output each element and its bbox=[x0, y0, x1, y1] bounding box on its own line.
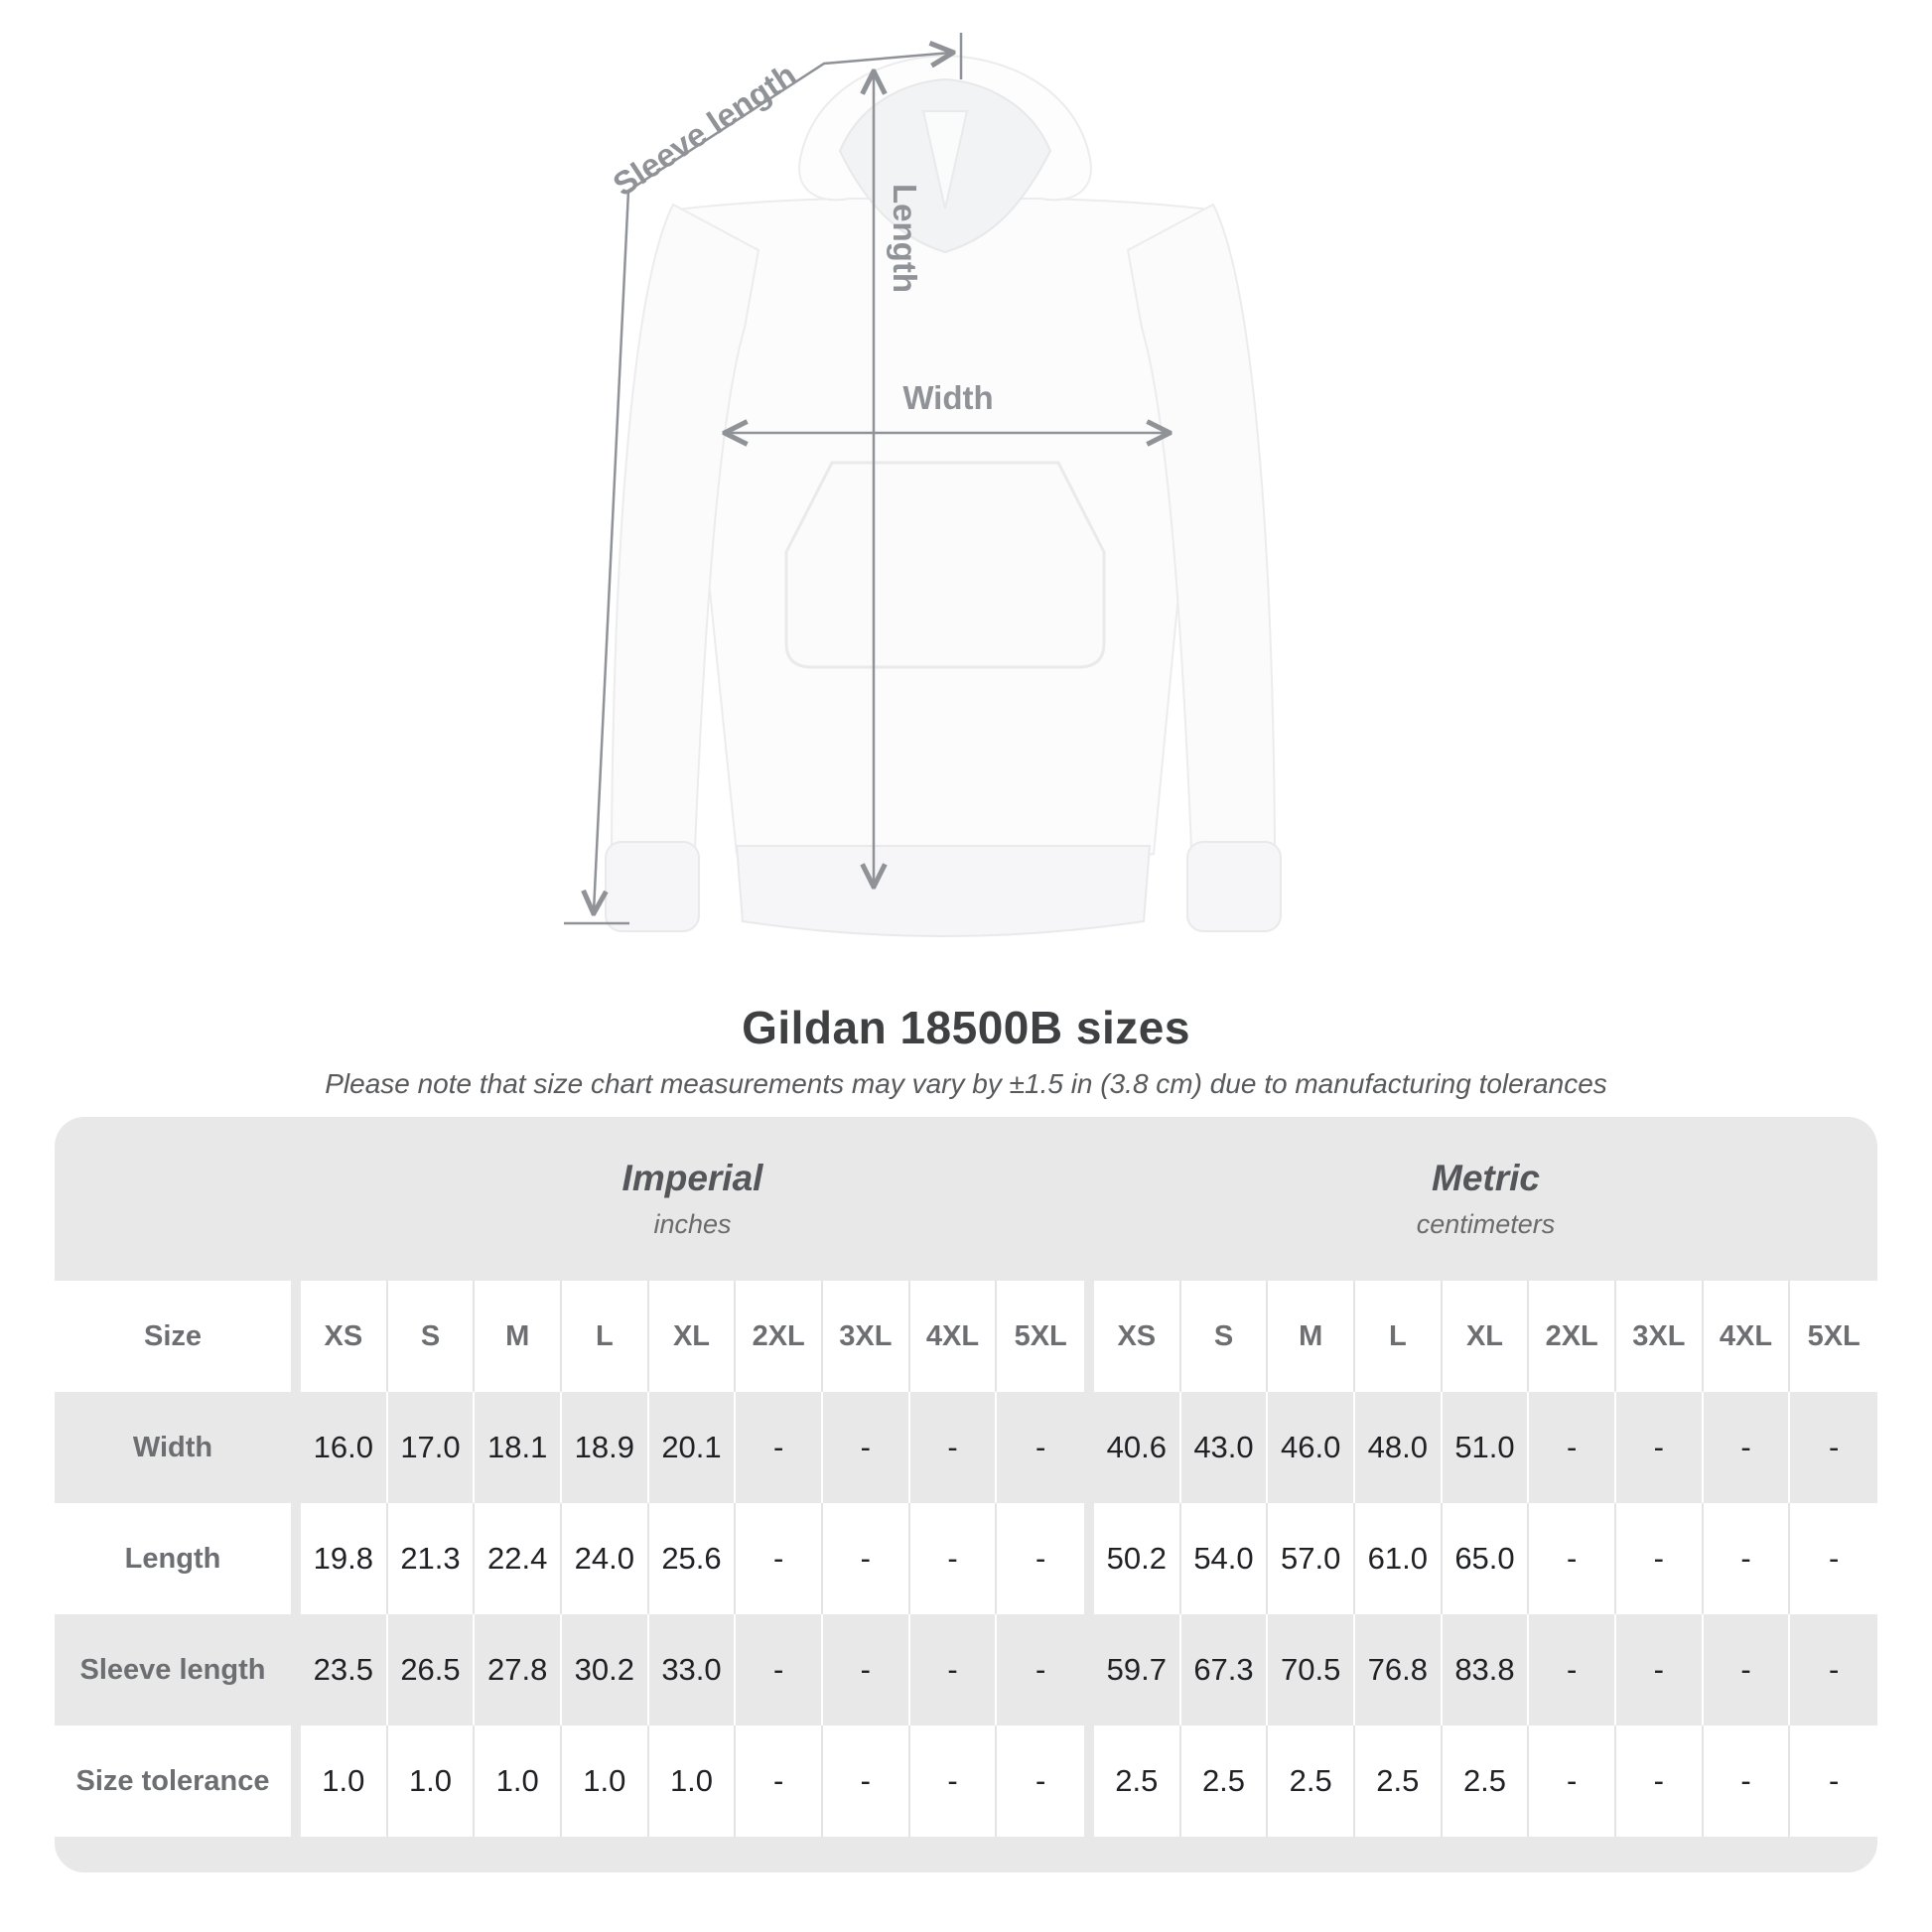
tolerance-note: Please note that size chart measurements may vary by ±1.5 in (3.8 cm) due to manufacturing tolerances bbox=[325, 1068, 1607, 1099]
size-value-cell: - bbox=[910, 1614, 998, 1725]
width-label: Width bbox=[902, 379, 994, 416]
size-column-header: 3XL bbox=[823, 1281, 910, 1392]
imperial-header bbox=[301, 1117, 1084, 1281]
section-separator bbox=[291, 1614, 301, 1725]
metric-label: Metric bbox=[1432, 1158, 1540, 1198]
size-column-header: 2XL bbox=[736, 1281, 823, 1392]
size-value-cell: - bbox=[910, 1725, 998, 1837]
size-value-cell: 17.0 bbox=[388, 1392, 476, 1503]
page-title: Gildan 18500B sizes bbox=[742, 1002, 1190, 1053]
size-value-cell: 54.0 bbox=[1181, 1503, 1269, 1614]
size-value-cell: - bbox=[1529, 1725, 1616, 1837]
size-value-cell: 24.0 bbox=[562, 1503, 649, 1614]
size-value-cell: 76.8 bbox=[1355, 1614, 1443, 1725]
size-column-header: XL bbox=[649, 1281, 737, 1392]
size-value-cell: 21.3 bbox=[388, 1503, 476, 1614]
size-value-cell: 1.0 bbox=[388, 1725, 476, 1837]
section-separator bbox=[1084, 1725, 1094, 1837]
size-value-cell: 65.0 bbox=[1443, 1503, 1530, 1614]
size-value-cell: 23.5 bbox=[301, 1614, 388, 1725]
size-value-cell: 30.2 bbox=[562, 1614, 649, 1725]
size-value-cell: 1.0 bbox=[649, 1725, 737, 1837]
size-value-cell: 33.0 bbox=[649, 1614, 737, 1725]
table-row bbox=[55, 1614, 1877, 1725]
size-column-header: 2XL bbox=[1529, 1281, 1616, 1392]
length-label: Length bbox=[887, 184, 923, 293]
table-row bbox=[55, 1725, 1877, 1837]
size-value-cell: - bbox=[1790, 1614, 1877, 1725]
size-value-cell: - bbox=[823, 1725, 910, 1837]
row-label: Length bbox=[55, 1503, 291, 1614]
imperial-unit: inches bbox=[653, 1209, 732, 1239]
size-value-cell: 61.0 bbox=[1355, 1503, 1443, 1614]
size-value-cell: - bbox=[1529, 1392, 1616, 1503]
section-separator bbox=[291, 1725, 301, 1837]
size-column-header: M bbox=[1268, 1281, 1355, 1392]
size-column-header: 5XL bbox=[997, 1281, 1084, 1392]
size-corner-header: Size bbox=[55, 1281, 291, 1392]
size-value-cell: 43.0 bbox=[1181, 1392, 1269, 1503]
size-value-cell: 2.5 bbox=[1443, 1725, 1530, 1837]
size-column-header: S bbox=[1181, 1281, 1269, 1392]
size-value-cell: - bbox=[736, 1392, 823, 1503]
size-chart-card bbox=[55, 1117, 1877, 1872]
size-value-cell: 1.0 bbox=[475, 1725, 562, 1837]
size-value-cell: 2.5 bbox=[1355, 1725, 1443, 1837]
size-value-cell: 18.9 bbox=[562, 1392, 649, 1503]
size-value-cell: 2.5 bbox=[1181, 1725, 1269, 1837]
size-value-cell: 2.5 bbox=[1094, 1725, 1181, 1837]
size-column-header: L bbox=[562, 1281, 649, 1392]
size-value-cell: - bbox=[1704, 1503, 1791, 1614]
title-block bbox=[0, 1001, 1932, 1100]
size-value-cell: - bbox=[997, 1725, 1084, 1837]
section-separator bbox=[291, 1281, 301, 1392]
size-value-cell: - bbox=[1790, 1392, 1877, 1503]
hoodie-pocket bbox=[786, 463, 1104, 667]
size-column-header: XS bbox=[1094, 1281, 1181, 1392]
size-value-cell: - bbox=[736, 1503, 823, 1614]
size-column-header: 3XL bbox=[1616, 1281, 1704, 1392]
size-value-cell: - bbox=[1529, 1503, 1616, 1614]
size-value-cell: 26.5 bbox=[388, 1614, 476, 1725]
size-value-cell: - bbox=[910, 1392, 998, 1503]
size-value-cell: 83.8 bbox=[1443, 1614, 1530, 1725]
size-value-cell: - bbox=[1616, 1725, 1704, 1837]
hoodie-right-cuff bbox=[1187, 842, 1281, 931]
size-value-cell: 46.0 bbox=[1268, 1392, 1355, 1503]
size-value-cell: 22.4 bbox=[475, 1503, 562, 1614]
size-column-header: 5XL bbox=[1790, 1281, 1877, 1392]
size-column-header: 4XL bbox=[910, 1281, 998, 1392]
size-value-cell: 50.2 bbox=[1094, 1503, 1181, 1614]
size-value-cell: - bbox=[997, 1503, 1084, 1614]
size-value-cell: 57.0 bbox=[1268, 1503, 1355, 1614]
row-label: Sleeve length bbox=[55, 1614, 291, 1725]
size-value-cell: 70.5 bbox=[1268, 1614, 1355, 1725]
size-value-cell: 27.8 bbox=[475, 1614, 562, 1725]
size-value-cell: 67.3 bbox=[1181, 1614, 1269, 1725]
size-value-cell: - bbox=[1616, 1614, 1704, 1725]
unit-header-band bbox=[55, 1117, 1877, 1281]
sleeve-length-label: Sleeve length bbox=[606, 56, 803, 204]
size-value-cell: - bbox=[823, 1392, 910, 1503]
size-table-body bbox=[55, 1281, 1877, 1837]
size-value-cell: - bbox=[1704, 1614, 1791, 1725]
size-column-header: M bbox=[475, 1281, 562, 1392]
size-value-cell: - bbox=[1790, 1725, 1877, 1837]
table-row bbox=[55, 1503, 1877, 1614]
size-value-cell: 16.0 bbox=[301, 1392, 388, 1503]
size-value-cell: 1.0 bbox=[301, 1725, 388, 1837]
size-value-cell: - bbox=[997, 1614, 1084, 1725]
metric-unit: centimeters bbox=[1416, 1209, 1556, 1239]
size-column-header: L bbox=[1355, 1281, 1443, 1392]
size-value-cell: 25.6 bbox=[649, 1503, 737, 1614]
size-value-cell: 1.0 bbox=[562, 1725, 649, 1837]
imperial-label: Imperial bbox=[621, 1158, 763, 1198]
size-value-cell: - bbox=[1704, 1725, 1791, 1837]
size-column-header: 4XL bbox=[1704, 1281, 1791, 1392]
size-value-cell: 59.7 bbox=[1094, 1614, 1181, 1725]
section-separator bbox=[291, 1392, 301, 1503]
section-separator bbox=[291, 1503, 301, 1614]
row-label: Width bbox=[55, 1392, 291, 1503]
section-separator bbox=[1084, 1503, 1094, 1614]
size-column-header: XS bbox=[301, 1281, 388, 1392]
size-column-header: S bbox=[388, 1281, 476, 1392]
table-row bbox=[55, 1281, 1877, 1392]
size-value-cell: 20.1 bbox=[649, 1392, 737, 1503]
table-row bbox=[55, 1392, 1877, 1503]
size-value-cell: - bbox=[736, 1614, 823, 1725]
size-value-cell: - bbox=[1790, 1503, 1877, 1614]
hoodie-left-cuff bbox=[606, 842, 699, 931]
size-value-cell: - bbox=[736, 1725, 823, 1837]
size-value-cell: - bbox=[1529, 1614, 1616, 1725]
hoodie-garment bbox=[606, 56, 1281, 936]
size-value-cell: - bbox=[1704, 1392, 1791, 1503]
metric-header bbox=[1094, 1117, 1877, 1281]
size-value-cell: 51.0 bbox=[1443, 1392, 1530, 1503]
size-value-cell: 2.5 bbox=[1268, 1725, 1355, 1837]
row-label: Size tolerance bbox=[55, 1725, 291, 1837]
size-value-cell: - bbox=[1616, 1392, 1704, 1503]
size-value-cell: - bbox=[823, 1614, 910, 1725]
size-value-cell: 19.8 bbox=[301, 1503, 388, 1614]
section-separator bbox=[1084, 1614, 1094, 1725]
size-value-cell: 18.1 bbox=[475, 1392, 562, 1503]
size-value-cell: - bbox=[910, 1503, 998, 1614]
size-value-cell: 48.0 bbox=[1355, 1392, 1443, 1503]
size-value-cell: 40.6 bbox=[1094, 1392, 1181, 1503]
size-value-cell: - bbox=[1616, 1503, 1704, 1614]
size-column-header: XL bbox=[1443, 1281, 1530, 1392]
section-separator bbox=[1084, 1281, 1094, 1392]
section-separator bbox=[1084, 1392, 1094, 1503]
hoodie-hem-band bbox=[737, 846, 1150, 936]
size-value-cell: - bbox=[823, 1503, 910, 1614]
size-value-cell: - bbox=[997, 1392, 1084, 1503]
